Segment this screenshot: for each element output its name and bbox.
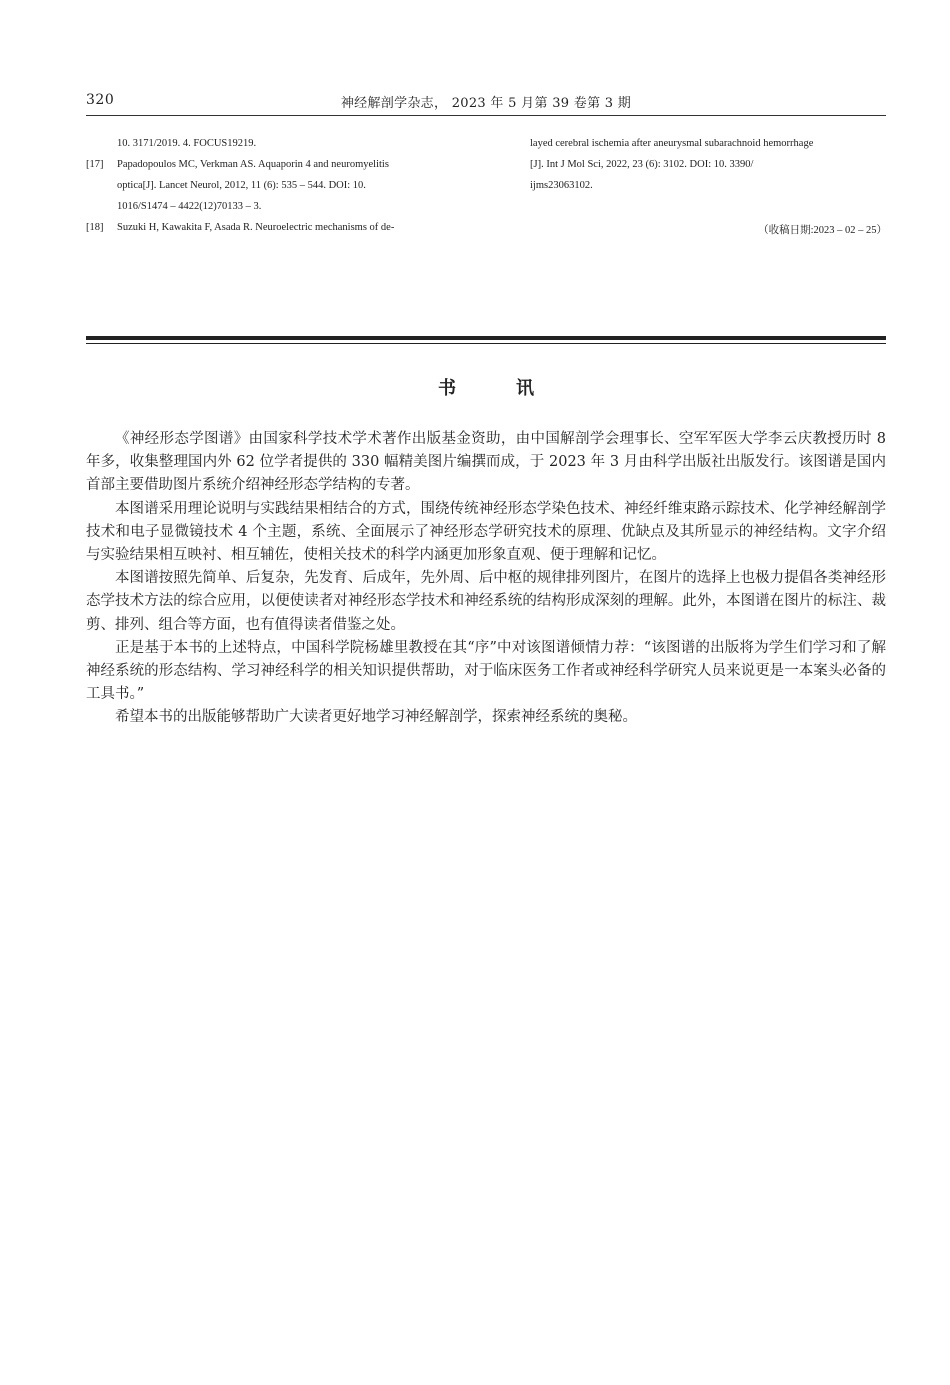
page-number: 320 — [86, 92, 115, 108]
reference-item-18 — [86, 217, 478, 238]
reference-line: ijms23063102. — [530, 180, 593, 191]
section-divider-thin — [86, 343, 886, 344]
section-divider-thick — [86, 336, 886, 340]
paragraph-1: 《神经形态学图谱》由国家科学技术学术著作出版基金资助，由中国解剖学会理事长、空军军医大学李云庆教授历时 8 年多，收集整理国内外 62 位学者提供的 330 幅精美图片编撰而成，于 2023 年 3 月由科学出版社出版发行。该图谱是国内首部主要借助图片系统介绍神经形态学结构的专著。 — [86, 431, 886, 494]
article-title: 书讯 — [438, 378, 594, 399]
reference-line: layed cerebral ischemia after aneurysmal subarachnoid hemorrhage — [530, 138, 814, 149]
running-header — [86, 92, 886, 112]
reference-number: [17] — [86, 159, 104, 170]
paragraph-2: 本图谱采用理论说明与实践结果相结合的方式，围绕传统神经形态学染色技术、神经纤维束路示踪技术、化学神经解剖学技术和电子显微镜技术 4 个主题，系统、全面展示了神经形态学研究技术的原理、优缺点及其所显示的神经结构。文字介绍与实验结果相互映衬、相互辅佐，使相关技术的科学内涵更加形象直观、便于理解和记忆。 — [86, 500, 886, 564]
reference-line: optica[J]. Lancet Neurol, 2012, 11 (6): 535 – 544. DOI: 10. — [117, 180, 366, 191]
received-date: （收稿日期:2023 – 02 – 25） — [758, 225, 887, 236]
reference-line: Suzuki H, Kawakita F, Asada R. Neuroelectric mechanisms of de- — [117, 222, 395, 233]
reference-line: 10. 3171/2019. 4. FOCUS19219. — [117, 138, 257, 149]
reference-line: [J]. Int J Mol Sci, 2022, 23 (6): 3102. DOI: 10. 3390/ — [530, 159, 754, 170]
reference-number: [18] — [86, 222, 104, 233]
reference-line: Papadopoulos MC, Verkman AS. Aquaporin 4 and neuromyelitis — [117, 159, 389, 170]
reference-item-17 — [86, 154, 478, 217]
article-body — [86, 428, 886, 730]
reference-continuation — [86, 133, 478, 154]
references-left-column — [86, 133, 478, 238]
references-right-column — [530, 133, 887, 196]
header-rule — [86, 115, 886, 116]
journal-header: 神经解剖学杂志， 2023 年 5 月第 39 卷第 3 期 — [340, 96, 632, 111]
paragraph-4: 正是基于本书的上述特点，中国科学院杨雄里教授在其“序”中对该图谱倾情力荐：“该图谱的出版将为学生们学习和了解神经系统的形态结构、学习神经科学的相关知识提供帮助，对于临床医务工作者或神经科学研究人员来说更是一本案头必备的工具书。” — [86, 639, 886, 703]
paragraph-3: 本图谱按照先简单、后复杂，先发育、后成年，先外周、后中枢的规律排列图片，在图片的选择上也极力提倡各类神经形态学技术方法的综合应用，以便使读者对神经形态学技术和神经系统的结构形成深刻的理解。此外，本图谱在图片的标注、裁剪、排列、组合等方面，也有值得读者借鉴之处。 — [86, 570, 886, 633]
reference-line: 1016/S1474 – 4422(12)70133 – 3. — [117, 201, 262, 212]
paragraph-5: 希望本书的出版能够帮助广大读者更好地学习神经解剖学，探索神经系统的奥秘。 — [115, 709, 637, 726]
